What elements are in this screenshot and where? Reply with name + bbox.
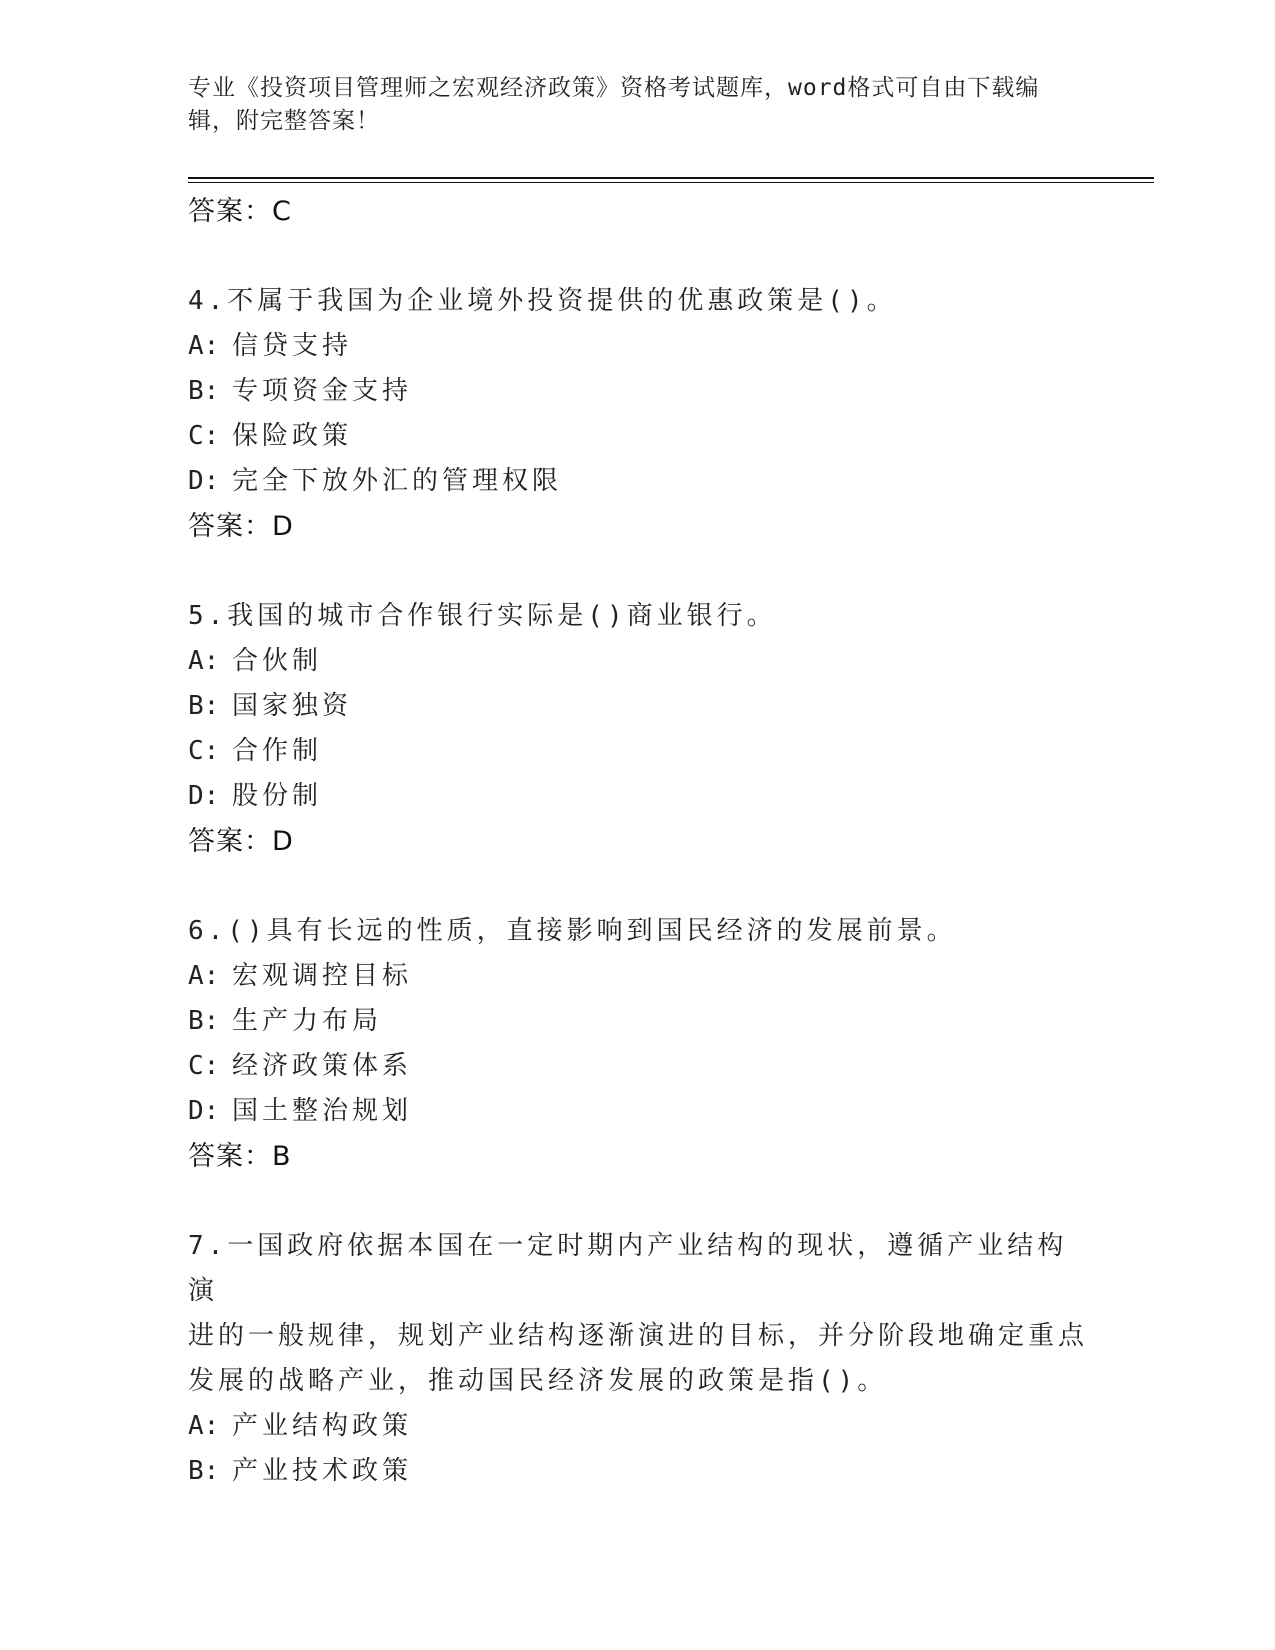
option-key: A: [188,961,220,991]
spacer [188,1180,1088,1224]
option-key: B: [188,1006,220,1036]
question-7 [188,1224,1088,1494]
option-key: A: [188,1411,220,1441]
option-key: C: [188,736,220,766]
option-text: 经济政策体系 [232,1051,413,1081]
option-d [188,774,1088,819]
option-c [188,1044,1088,1089]
header-line-1: 专业《投资项目管理师之宏观经济政策》资格考试题库，word格式可自由下载编 [188,75,1040,101]
question-text: 6.()具有长远的性质，直接影响到国民经济的发展前景。 [188,916,957,946]
option-text: 股份制 [232,781,323,811]
question-4 [188,279,1088,550]
option-text: 国土整治规划 [232,1096,413,1126]
option-d [188,459,1088,504]
answer: 答案：B [188,1141,292,1172]
spacer [188,550,1088,594]
option-text: 保险政策 [232,421,353,451]
option-b [188,684,1088,729]
header-divider-thick [188,177,1154,179]
option-key: A: [188,646,220,676]
option-a [188,639,1088,684]
option-c [188,729,1088,774]
question-text-line-1: 7.一国政府依据本国在一定时期内产业结构的现状，遵循产业结构演 [188,1231,1068,1306]
option-key: B: [188,1456,220,1486]
spacer [188,235,1088,279]
header-line-2: 辑，附完整答案！ [188,108,380,134]
spacer [188,865,1088,909]
question-5 [188,594,1088,865]
option-b [188,999,1088,1044]
option-key: C: [188,1051,220,1081]
option-key: A: [188,331,220,361]
option-a [188,324,1088,369]
option-b [188,1449,1088,1494]
option-text: 产业结构政策 [232,1411,413,1441]
previous-answer: 答案：C [188,196,292,227]
question-list [188,189,1088,1494]
option-a [188,1404,1088,1449]
option-key: D: [188,1096,220,1126]
option-text: 专项资金支持 [232,376,413,406]
question-text: 5.我国的城市合作银行实际是()商业银行。 [188,601,777,631]
option-text: 产业技术政策 [232,1456,413,1486]
option-a [188,954,1088,999]
option-text: 完全下放外汇的管理权限 [232,466,563,496]
option-key: B: [188,376,220,406]
option-text: 信贷支持 [232,331,353,361]
option-key: C: [188,421,220,451]
option-key: D: [188,781,220,811]
option-key: D: [188,466,220,496]
question-text-line-2: 进的一般规律，规划产业结构逐渐演进的目标，并分阶段地确定重点 [188,1321,1089,1351]
question-text-line-3: 发展的战略产业，推动国民经济发展的政策是指()。 [188,1366,888,1396]
option-text: 宏观调控目标 [232,961,413,991]
answer: 答案：D [188,826,294,857]
option-key: B: [188,691,220,721]
option-text: 合作制 [232,736,323,766]
question-6 [188,909,1088,1180]
option-b [188,369,1088,414]
header-divider-thin [188,182,1154,183]
document-header [188,72,1068,138]
answer: 答案：D [188,511,294,542]
option-text: 生产力布局 [232,1006,383,1036]
option-text: 国家独资 [232,691,353,721]
option-d [188,1089,1088,1134]
option-text: 合伙制 [232,646,323,676]
question-text: 4.不属于我国为企业境外投资提供的优惠政策是()。 [188,286,897,316]
option-c [188,414,1088,459]
